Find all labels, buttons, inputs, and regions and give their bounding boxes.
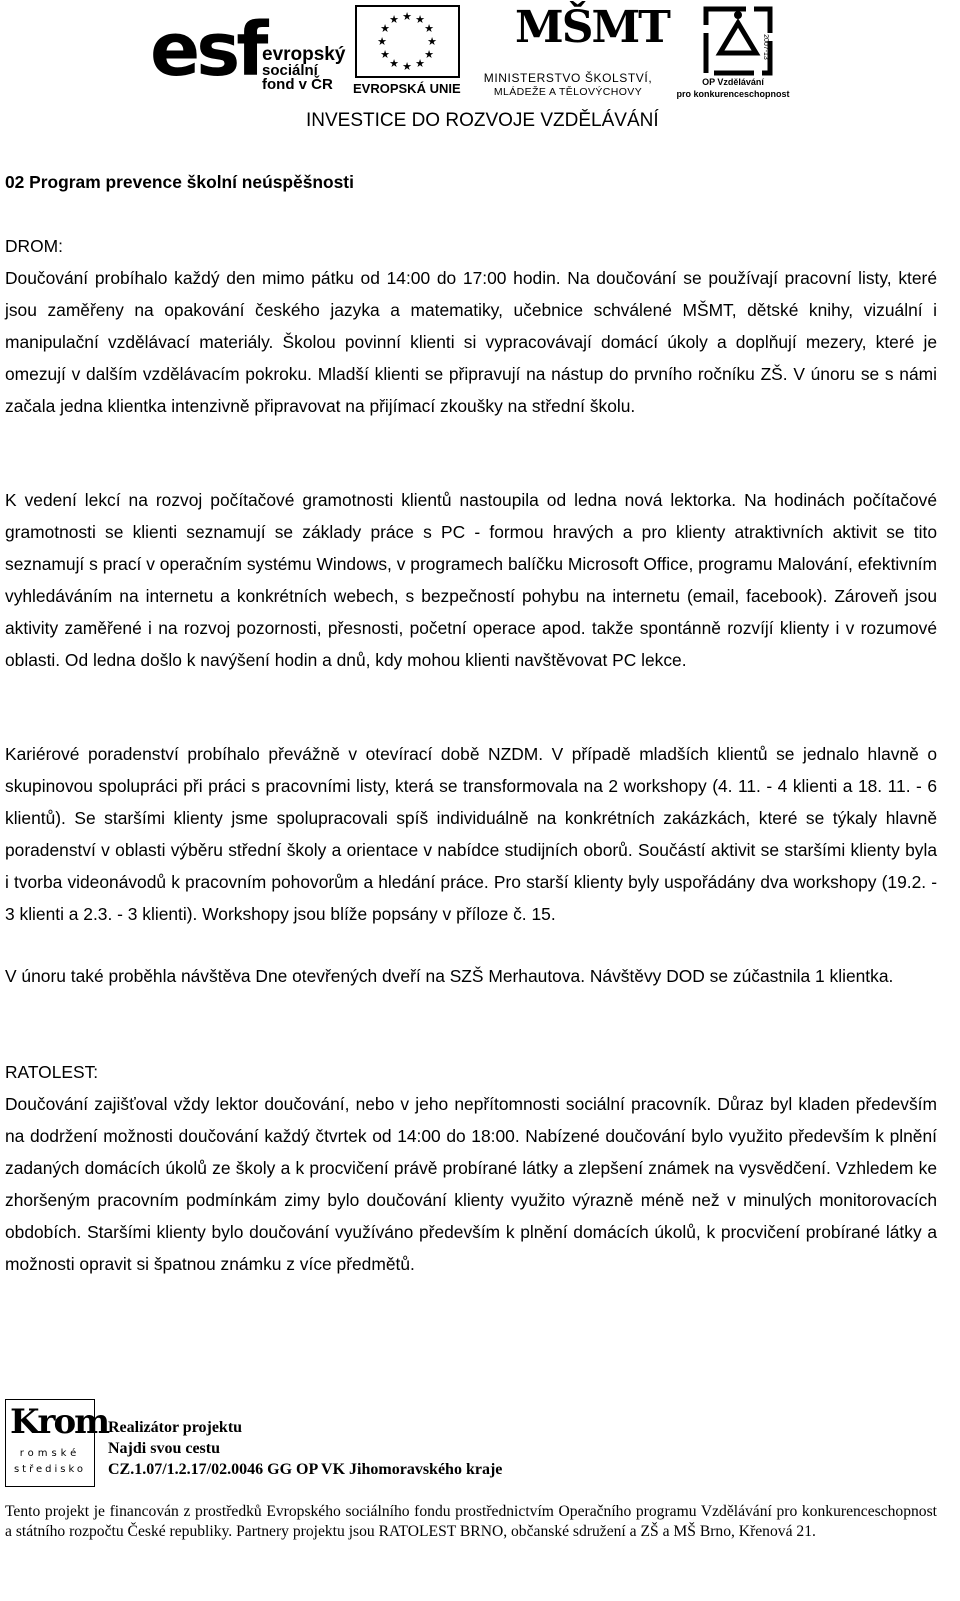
krom-logo-line2: středisko — [13, 1464, 87, 1475]
svg-text:★: ★ — [377, 36, 387, 48]
esf-logo-line3: fond v ČR — [262, 76, 333, 93]
header-logos — [0, 0, 960, 140]
footer-project-info — [108, 1417, 502, 1480]
paragraph-drom-career-counseling: Kariérové poradenství probíhalo převážně v otevírací době NZDM. V případě mladších klientů se jednalo hlavně o skupinovou spolupráci při práci s pracovními listy, která se transformovala na 2 workshopy (4. 11. - 4 klienti a 18. 11. - 6 klientů). Se staršími klienty jsme spolupracovali spíš individuálně na konkrétních zakázkách, které se týkaly hlavně poradenství v oblasti výběru střední školy a orientace v nabídce studijních oborů. Součástí aktivit se staršími klienty byla i tvorba videonávodů k pracovním pohovorům a hledání práce. Pro starší klienty byly uspořádány dva workshopy (19.2. - 3 klienti a 2.3. - 3 klienti). Workshopy jsou blíže popsány v příloze č. 15. — [5, 744, 937, 924]
eu-logo-label: EVROPSKÁ UNIE — [353, 81, 461, 96]
paragraph-drom-tutoring: Doučování probíhalo každý den mimo pátku od 14:00 do 17:00 hodin. Na doučování se používají pracovní listy, které jsou zaměřeny na opakování českého jazyka a matematiky, učebnice schválené MŠMT, dětské knihy, vizuální i manipulační vzdělávací materiály. Školou povinní klienti si vypracovávají domácí úkoly a doplňují mezery, které je omezují v dalším vzdělávacím pokroku. Mladší klienti se připravují na nástup do prvního ročníku ZŠ. V únoru se s námi začala jedna klientka intenzivně připravovat na přijímací zkoušky na střední školu. — [5, 268, 937, 416]
msmt-logo — [470, 2, 669, 100]
esf-logo-line1: evropský — [262, 44, 346, 65]
paragraph-ratolest-tutoring: Doučování zajišťoval vždy lektor doučování, nebo v jeho nepřítomnosti sociální pracovník. Důraz byl kladen především na dodržení možnosti doučování každý čtvrtek od 14:00 do 18:00. Nabízené doučování bylo využito především k plnění zadaných domácích úkolů ze školy a k procvičení právě probírané látky a zlepšení známek na vysvědčení. Vzhledem ke zhoršeným pracovním podmínkám zimy bylo doučování klienty využito výrazně méně než v minulých monitorovacích obdobích. Staršími klienty bylo doučování využíváno především k plnění domácích úkolů, k procvičení probírané látky a možnosti opravit si špatnou známku z více předmětů. — [5, 1094, 937, 1274]
svg-text:★: ★ — [402, 11, 412, 23]
opvk-mark-icon — [702, 5, 774, 77]
krom-logo — [5, 1399, 109, 1487]
opvk-logo-subtitle: pro konkurenceschopnost — [676, 89, 790, 99]
svg-text:★: ★ — [389, 14, 399, 26]
page-title: 02 Program prevence školní neúspěšnosti — [5, 172, 354, 192]
krom-logo-mark: Krom — [10, 1402, 109, 1442]
footer-funding-note: Tento projekt je financován z prostředků Evropského sociálního fondu prostřednictvím Operačního programu Vzdělávání pro konkurenceschopnost a státního rozpočtu České republiky. Partnery projektu jsou RATOLEST BRNO, občanské sdružení a ZŠ a MŠ Brno, Křenová 21. — [5, 1503, 937, 1540]
svg-text:★: ★ — [380, 23, 390, 35]
paragraph-drom-open-day: V únoru také proběhla návštěva Dne otevřených dveří na SZŠ Merhautova. Návštěvy DOD se zúčastnila 1 klientka. — [5, 966, 894, 986]
footer-project-code: CZ.1.07/1.2.17/02.0046 GG OP VK Jihomoravského kraje — [108, 1461, 503, 1478]
svg-text:★: ★ — [427, 36, 437, 48]
svg-text:★: ★ — [424, 23, 434, 35]
eu-flag-icon — [355, 5, 460, 78]
esf-logo-line2: sociální — [262, 62, 318, 79]
opvk-years: 2007-13 — [762, 34, 769, 60]
paragraph-drom-computer-literacy: K vedení lekcí na rozvoj počítačové gramotnosti klientů nastoupila od ledna nová lektorka. Na hodinách počítačové gramotnosti se klienti seznamují se základy práce s PC - formou hravých a pro klienty atraktivních aktivit se tito seznamují s prací v operačním systému Windows, v programech balíčku Microsoft Office, programu Malování, efektivním vyhledáváním na internetu a konkrétních webech, s bezpečností pohybu na internetu (email, facebook). Zároveň jsou aktivity zaměřené i na rozvoj pozornosti, přesnosti, početní operace apod. takže spontánně rozvíjí klienty i v rozumové oblasti. Od ledna došlo k navýšení hodin a dnů, kdy mohou klienti navštěvovat PC lekce. — [5, 490, 937, 670]
section-heading-drom: DROM: — [5, 236, 63, 256]
footer-project-name: Najdi svou cestu — [108, 1440, 221, 1457]
opvk-logo — [672, 5, 794, 100]
esf-logo — [150, 5, 345, 100]
svg-text:★: ★ — [402, 61, 412, 73]
svg-text:★: ★ — [415, 14, 425, 26]
svg-text:★: ★ — [380, 49, 390, 61]
header-slogan: INVESTICE DO ROZVOJE VZDĚLÁVÁNÍ — [306, 110, 659, 131]
eu-logo — [353, 5, 465, 98]
section-heading-ratolest: RATOLEST: — [5, 1062, 99, 1082]
esf-logo-mark: esf — [150, 7, 265, 93]
svg-text:★: ★ — [415, 58, 425, 70]
krom-logo-line1: romské — [19, 1448, 81, 1459]
opvk-logo-title: OP Vzdělávání — [702, 77, 764, 87]
footer-implementer: Realizátor projektu — [108, 1419, 243, 1436]
msmt-logo-line1: MINISTERSTVO ŠKOLSTVÍ, — [483, 71, 653, 85]
msmt-logo-line2: MLÁDEŽE A TĚLOVÝCHOVY — [493, 86, 643, 98]
msmt-logo-mark: MŠMT — [515, 2, 669, 53]
svg-text:★: ★ — [424, 49, 434, 61]
svg-text:★: ★ — [389, 58, 399, 70]
